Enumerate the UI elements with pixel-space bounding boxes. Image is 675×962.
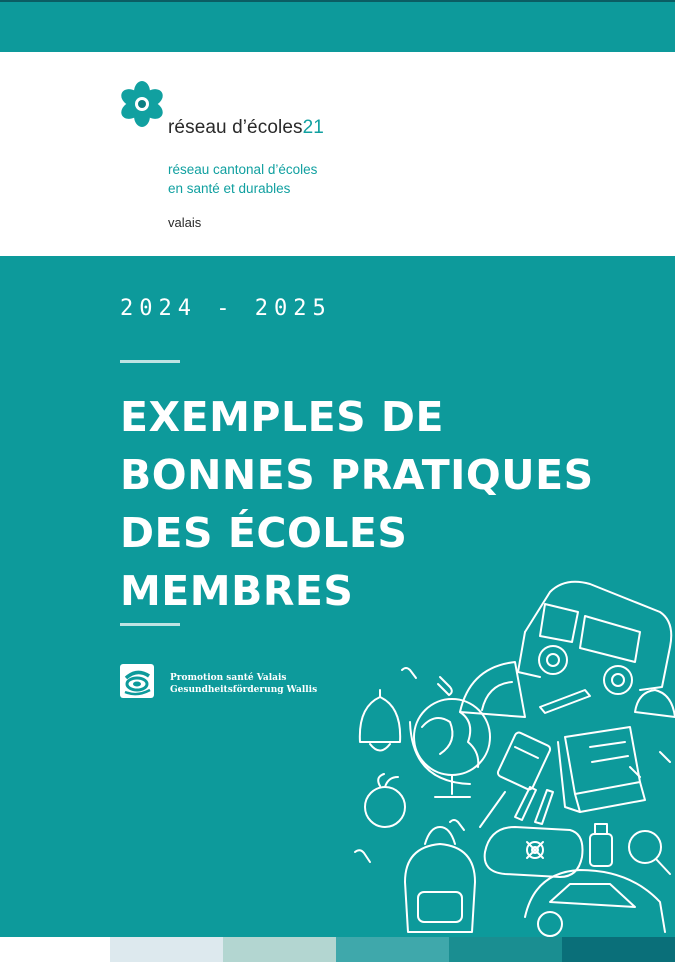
bar-segment — [449, 937, 562, 962]
subtitle-line-2: en santé et durables — [168, 181, 291, 196]
network-subtitle — [168, 160, 317, 198]
bar-segment — [336, 937, 449, 962]
header-panel — [0, 52, 675, 256]
school-supplies-illustration-icon — [340, 572, 675, 937]
ecoles21-flower-logo-icon — [118, 80, 166, 128]
title-line-1: EXEMPLES DE — [120, 393, 444, 441]
partner-name — [170, 672, 317, 696]
logo-name: réseau d’écoles — [168, 117, 303, 138]
partner-line-1: Promotion santé Valais — [170, 673, 287, 683]
top-teal-band — [0, 0, 675, 52]
bottom-color-bar — [0, 937, 675, 962]
title-line-4: MEMBRES — [120, 567, 354, 615]
promotion-sante-logo-icon — [120, 664, 154, 698]
title-line-3: DES ÉCOLES — [120, 509, 408, 557]
logo-number: 21 — [302, 117, 324, 138]
bar-segment — [223, 937, 336, 962]
top-hairline — [0, 0, 675, 2]
bar-segment — [110, 937, 223, 962]
title-line-2: BONNES PRATIQUES — [120, 451, 594, 499]
divider-top — [120, 360, 180, 363]
divider-bottom — [120, 623, 180, 626]
region-label: valais — [168, 215, 202, 230]
subtitle-line-1: réseau cantonal d’écoles — [168, 162, 318, 177]
bar-segment — [0, 937, 110, 962]
network-logo-wordmark — [168, 117, 324, 139]
school-year: 2024 - 2025 — [120, 296, 332, 321]
bar-segment — [562, 937, 675, 962]
partner-line-2: Gesundheitsförderung Wallis — [170, 685, 318, 695]
